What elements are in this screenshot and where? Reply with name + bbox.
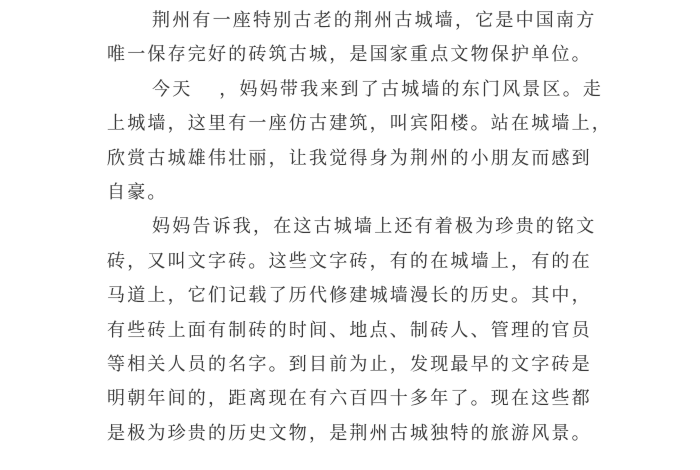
text-line: 自豪。	[107, 181, 168, 202]
text-line: 荆州有一座特别古老的荆州古城墙，它是中国南方	[152, 10, 597, 30]
text-line: 欣赏古城雄伟壮丽，让我觉得身为荆州的小朋友而感到	[107, 147, 592, 168]
text-line: 等相关人员的名字。到目前为止，发现最早的文字砖是	[107, 353, 592, 374]
text-line: 妈妈告诉我，在这古城墙上还有着极为珍贵的铭文	[152, 216, 597, 237]
text-line: 是极为珍贵的历史文物，是荆州古城独特的旅游风景。	[107, 422, 592, 443]
text-line: 有些砖上面有制砖的时间、地点、制砖人、管理的官员	[107, 319, 592, 340]
essay-text	[107, 3, 612, 450]
text-line: 今天 ，妈妈带我来到了古城墙的东门风景区。走	[152, 78, 604, 99]
text-line: 上城墙，这里有一座仿古建筑，叫宾阳楼。站在城墙上，	[107, 113, 612, 134]
text-line: 明朝年间的，距离现在有六百四十多年了。现在这些都	[107, 388, 592, 409]
text-line: 马道上，它们记载了历代修建城墙漫长的历史。其中，	[107, 285, 592, 306]
text-line: 唯一保存完好的砖筑古城，是国家重点文物保护单位。	[107, 44, 592, 65]
text-line: 砖，又叫文字砖。这些文字砖，有的在城墙上，有的在	[107, 250, 592, 271]
